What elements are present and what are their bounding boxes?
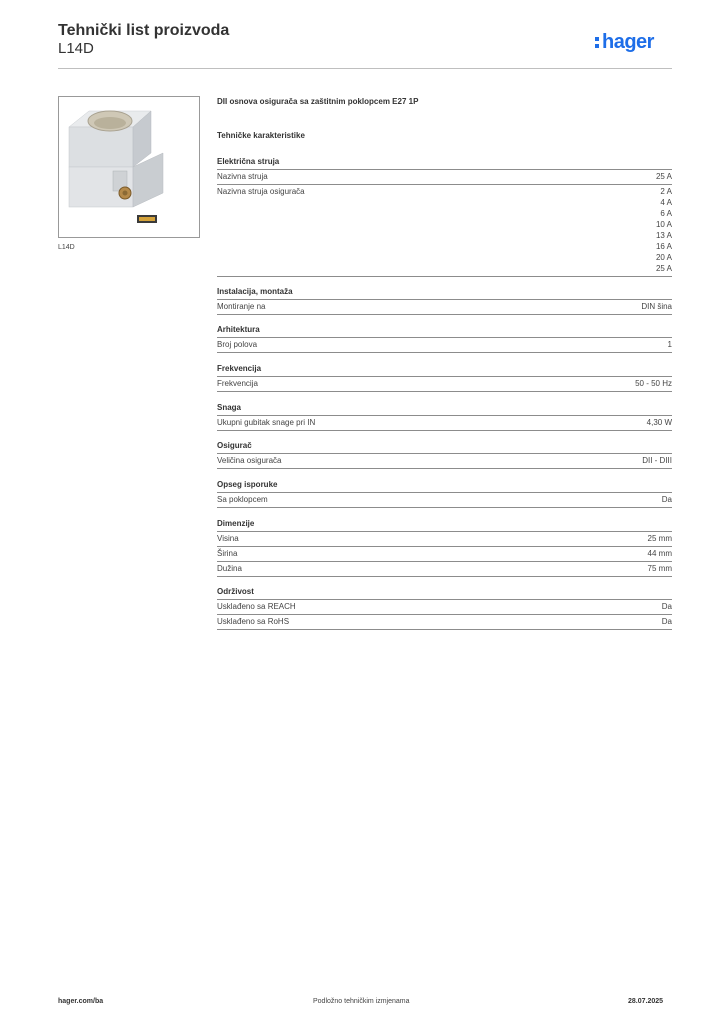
product-image <box>58 96 200 238</box>
spec-label: Broj polova <box>217 340 258 349</box>
spec-label: Usklađeno sa REACH <box>217 602 296 611</box>
spec-value: Da <box>661 617 672 626</box>
spec-row <box>217 416 672 431</box>
spec-value: 2 A <box>660 187 672 196</box>
section-title: Održivost <box>217 585 672 600</box>
spec-value: 10 A <box>655 220 672 229</box>
page-title: Tehnički list proizvoda <box>58 22 230 39</box>
spec-value: 20 A <box>655 253 672 262</box>
spec-row <box>217 615 672 630</box>
section-title: Osigurač <box>217 439 672 454</box>
image-caption: L14D <box>58 244 75 251</box>
spec-label: Sa poklopcem <box>217 495 268 504</box>
section-electric-current <box>217 155 672 277</box>
section-architecture <box>217 323 672 353</box>
spec-value: DIN šina <box>641 302 672 311</box>
section-title: Arhitektura <box>217 323 672 338</box>
spec-label: Ukupni gubitak snage pri IN <box>217 418 316 427</box>
section-sustainability <box>217 585 672 630</box>
spec-label: Dužina <box>217 564 242 573</box>
footer-website-link[interactable]: hager.com/ba <box>58 998 104 1005</box>
spec-value: Da <box>661 602 672 611</box>
spec-value: 13 A <box>655 231 672 240</box>
spec-value: 4 A <box>660 198 672 207</box>
section-title: Električna struja <box>217 155 672 170</box>
tech-heading: Tehničke karakteristike <box>217 131 305 140</box>
spec-value: 50 - 50 Hz <box>635 379 672 388</box>
section-installation <box>217 285 672 315</box>
spec-row <box>217 377 672 392</box>
spec-value: 4,30 W <box>646 418 672 427</box>
spec-value: 6 A <box>660 209 672 218</box>
spec-value: 25 mm <box>647 534 672 543</box>
spec-row <box>217 562 672 577</box>
spec-label: Usklađeno sa RoHS <box>217 617 290 626</box>
product-description: DII osnova osigurača sa zaštitnim poklopcem E27 1P <box>217 97 419 106</box>
spec-value: 16 A <box>655 242 672 251</box>
hager-logo <box>594 28 674 56</box>
spec-row <box>217 532 672 547</box>
spec-row <box>217 300 672 315</box>
section-fuse <box>217 439 672 469</box>
section-frequency <box>217 362 672 392</box>
spec-value: 25 A <box>655 264 672 273</box>
spec-label: Veličina osigurača <box>217 456 282 465</box>
spec-value: DII - DIII <box>642 456 672 465</box>
header-divider <box>58 68 672 69</box>
section-delivery-scope <box>217 478 672 508</box>
section-title: Opseg isporuke <box>217 478 672 493</box>
spec-row <box>217 547 672 562</box>
spec-label: Visina <box>217 534 239 543</box>
spec-value: 25 A <box>655 172 672 181</box>
spec-value: 44 mm <box>647 549 672 558</box>
spec-row <box>217 338 672 353</box>
product-code: L14D <box>58 40 94 57</box>
spec-label: Montiranje na <box>217 302 266 311</box>
section-power <box>217 401 672 431</box>
logo-text: hager <box>602 31 654 53</box>
spec-row <box>217 454 672 469</box>
section-title: Instalacija, montaža <box>217 285 672 300</box>
spec-row <box>217 185 672 277</box>
spec-value: 1 <box>667 340 672 349</box>
spec-row <box>217 493 672 508</box>
section-title: Snaga <box>217 401 672 416</box>
spec-label: Širina <box>217 549 238 558</box>
spec-label: Nazivna struja <box>217 172 268 181</box>
section-title: Dimenzije <box>217 517 672 532</box>
section-title: Frekvencija <box>217 362 672 377</box>
section-dimensions <box>217 517 672 577</box>
spec-label: Nazivna struja osigurača <box>217 187 305 196</box>
spec-row <box>217 600 672 615</box>
spec-value: Da <box>661 495 672 504</box>
spec-label: Frekvencija <box>217 379 258 388</box>
footer-note: Podložno tehničkim izmjenama <box>313 998 410 1005</box>
spec-row <box>217 170 672 185</box>
footer-date: 28.07.2025 <box>628 998 664 1005</box>
spec-value: 75 mm <box>647 564 672 573</box>
spec-value-list <box>656 186 672 274</box>
